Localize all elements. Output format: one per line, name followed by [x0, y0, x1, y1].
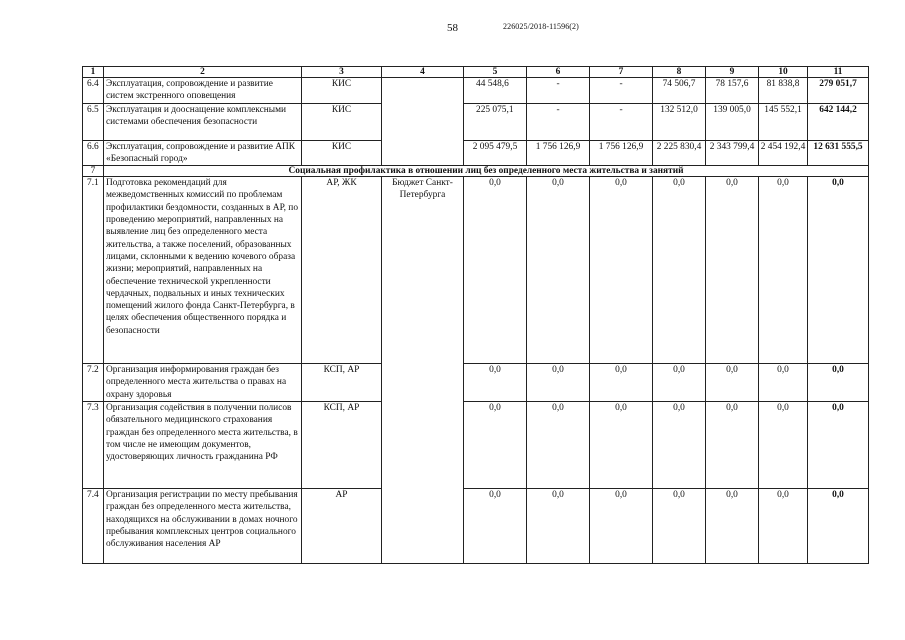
- executor: КСП, АР: [302, 364, 382, 402]
- value-2018: 0,0: [464, 177, 527, 364]
- value-2018: 0,0: [464, 489, 527, 564]
- value-2020: 0,0: [590, 364, 653, 402]
- value-2023: 0,0: [759, 364, 808, 402]
- value-2021: 74 506,7: [653, 78, 706, 104]
- page-number: 58: [447, 22, 458, 34]
- column-header: 2: [104, 67, 302, 78]
- column-header: 4: [382, 67, 464, 78]
- column-number-row: [83, 67, 869, 78]
- row-number: 7.3: [83, 402, 104, 489]
- column-header: 6: [527, 67, 590, 78]
- value-2023: 81 838,8: [759, 78, 808, 104]
- executor: КСП, АР: [302, 402, 382, 489]
- value-2019: -: [527, 78, 590, 104]
- section-number: 7: [83, 166, 104, 177]
- value-2020: 1 756 126,9: [590, 140, 653, 166]
- column-header: 10: [759, 67, 808, 78]
- value-2021: 0,0: [653, 489, 706, 564]
- value-2021: 2 225 830,4: [653, 140, 706, 166]
- value-2018: 0,0: [464, 402, 527, 489]
- value-2018: 2 095 479,5: [464, 140, 527, 166]
- table-row: [83, 177, 869, 364]
- value-2019: 0,0: [527, 489, 590, 564]
- value-2019: 0,0: [527, 177, 590, 364]
- value-total: 642 144,2: [808, 103, 869, 140]
- column-header: 9: [706, 67, 759, 78]
- value-2020: -: [590, 103, 653, 140]
- value-2019: -: [527, 103, 590, 140]
- value-2021: 132 512,0: [653, 103, 706, 140]
- funding-source: [382, 364, 464, 564]
- column-header: 1: [83, 67, 104, 78]
- table-row: [83, 489, 869, 564]
- executor: АР, ЖК: [302, 177, 382, 364]
- measure-title: Эксплуатация, сопровождение и развитие АПК «Безопасный город»: [104, 140, 302, 166]
- value-2020: -: [590, 78, 653, 104]
- value-total: 0,0: [808, 489, 869, 564]
- table-row: [83, 402, 869, 489]
- value-2019: 0,0: [527, 402, 590, 489]
- column-header: 7: [590, 67, 653, 78]
- table-row: [83, 364, 869, 402]
- value-2022: 0,0: [706, 489, 759, 564]
- column-header: 5: [464, 67, 527, 78]
- executor: КИС: [302, 78, 382, 104]
- value-total: 279 051,7: [808, 78, 869, 104]
- value-2023: 0,0: [759, 177, 808, 364]
- value-2022: 0,0: [706, 364, 759, 402]
- value-2023: 0,0: [759, 402, 808, 489]
- measure-title: Организация информирования граждан без определенного места жительства о правах на охрану здоровья: [104, 364, 302, 402]
- row-number: 7.1: [83, 177, 104, 364]
- executor: КИС: [302, 140, 382, 166]
- row-number: 6.5: [83, 103, 104, 140]
- section-title: Социальная профилактика в отношении лиц без определенного места жительства и занятий: [104, 166, 869, 177]
- column-header: 11: [808, 67, 869, 78]
- value-2021: 0,0: [653, 364, 706, 402]
- value-2020: 0,0: [590, 177, 653, 364]
- row-number: 6.4: [83, 78, 104, 104]
- value-2020: 0,0: [590, 489, 653, 564]
- value-2018: 44 548,6: [464, 78, 527, 104]
- program-table: [82, 66, 869, 564]
- measure-title: Организация содействия в получении полисов обязательного медицинского страхования граждан без определенного места жительства, в том числе не имеющим документов, удостоверяющих личность гражданина РФ: [104, 402, 302, 489]
- row-number: 7.4: [83, 489, 104, 564]
- measure-title: Организация регистрации по месту пребывания граждан без определенного места жительства, находящихся на обслуживании в домах ночного пребывания комплексных центров социального обслуживания населения АР: [104, 489, 302, 564]
- value-total: 12 631 555,5: [808, 140, 869, 166]
- column-header: 3: [302, 67, 382, 78]
- executor: АР: [302, 489, 382, 564]
- value-2021: 0,0: [653, 177, 706, 364]
- measure-title: Эксплуатация и дооснащение комплексными системами обеспечения безопасности: [104, 103, 302, 140]
- value-total: 0,0: [808, 402, 869, 489]
- table-row: [83, 140, 869, 166]
- value-2023: 145 552,1: [759, 103, 808, 140]
- row-number: 6.6: [83, 140, 104, 166]
- value-2019: 0,0: [527, 364, 590, 402]
- executor: КИС: [302, 103, 382, 140]
- funding-source: Бюджет Санкт-Петербурга: [382, 177, 464, 364]
- value-2022: 139 005,0: [706, 103, 759, 140]
- measure-title: Эксплуатация, сопровождение и развитие систем экстренного оповещения: [104, 78, 302, 104]
- table-row: [83, 103, 869, 140]
- value-2018: 225 075,1: [464, 103, 527, 140]
- measure-title: Подготовка рекомендаций для межведомственных комиссий по проблемам профилактики бездомности, созданных в АР, по проведению мероприятий, направленных на выявление лиц без определенного места жительства, а также поселений, образованных лицами, склонными к ведению кочевого образа жизни; мероприятий, направленных на обеспечение технической укрепленности чердачных, подвальных и иных технических помещений жилого фонда Санкт-Петербурга, в целях обеспечения общественного порядка и безопасности: [104, 177, 302, 364]
- value-2020: 0,0: [590, 402, 653, 489]
- column-header: 8: [653, 67, 706, 78]
- row-number: 7.2: [83, 364, 104, 402]
- section-row: [83, 166, 869, 177]
- value-2023: 2 454 192,4: [759, 140, 808, 166]
- value-2023: 0,0: [759, 489, 808, 564]
- value-2019: 1 756 126,9: [527, 140, 590, 166]
- value-total: 0,0: [808, 364, 869, 402]
- value-total: 0,0: [808, 177, 869, 364]
- document-id: 226025/2018-11596(2): [503, 22, 579, 31]
- value-2022: 2 343 799,4: [706, 140, 759, 166]
- table-row: [83, 78, 869, 104]
- value-2022: 78 157,6: [706, 78, 759, 104]
- value-2022: 0,0: [706, 177, 759, 364]
- value-2022: 0,0: [706, 402, 759, 489]
- value-2021: 0,0: [653, 402, 706, 489]
- value-2018: 0,0: [464, 364, 527, 402]
- funding-source: [382, 78, 464, 166]
